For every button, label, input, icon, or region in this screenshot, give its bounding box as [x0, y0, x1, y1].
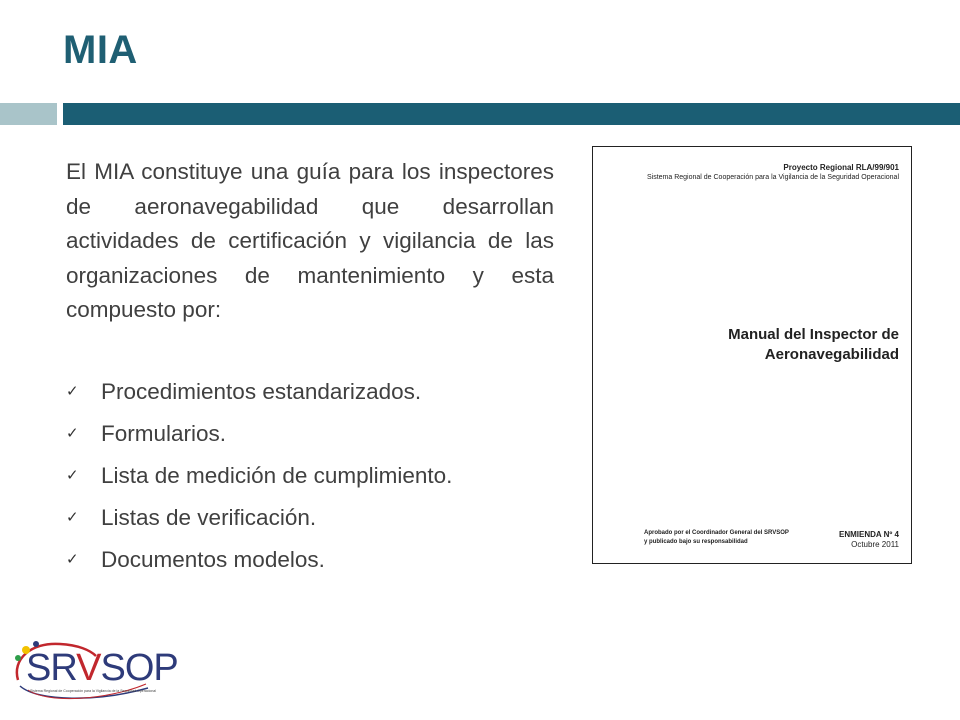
bullet-item	[66, 459, 554, 492]
checkmark-icon: ✓	[66, 551, 79, 568]
checkmark-icon: ✓	[66, 383, 79, 400]
checkmark-icon: ✓	[66, 425, 79, 442]
checkmark-icon: ✓	[66, 509, 79, 526]
cover-amendment: ENMIENDA Nº 4	[839, 530, 899, 539]
intro-paragraph: El MIA constituye una guía para los inspectores de aeronavegabilidad que desarrollan actividades de certificación y vigilancia de las organizaciones de mantenimiento y esta compuesto por:	[66, 159, 554, 322]
cover-approval-line2: y publicado bajo su responsabilidad	[644, 539, 748, 545]
bullet-list	[66, 375, 554, 585]
logo-text-v: V	[76, 647, 101, 689]
manual-cover-image	[592, 146, 912, 564]
bullet-item	[66, 417, 554, 450]
bullet-text: Formularios.	[101, 421, 227, 446]
bullet-text: Lista de medición de cumplimiento.	[101, 463, 453, 488]
bullet-item	[66, 501, 554, 534]
slide-title: MIA	[63, 28, 138, 72]
checkmark-icon: ✓	[66, 467, 79, 484]
cover-system-line: Sistema Regional de Cooperación para la Vigilancia de la Seguridad Operacional	[646, 174, 899, 181]
bullet-text: Listas de verificación.	[101, 505, 317, 530]
cover-title-line1: Manual del Inspector de	[728, 326, 899, 343]
header-accent-bar-light	[0, 103, 57, 125]
logo-text-sop: SOP	[100, 647, 178, 689]
cover-approval-line1: Aprobado por el Coordinador General del SRVSOP	[644, 530, 789, 536]
srvsop-logo-text	[26, 647, 178, 690]
cover-amendment-block	[839, 530, 899, 550]
logo-text-sr: SR	[26, 647, 77, 689]
cover-project-line: Proyecto Regional RLA/99/901	[783, 163, 899, 172]
srvsop-logo-subtitle: Sistema Regional de Cooperación para la Vigilancia de la Seguridad Operacional	[30, 689, 157, 693]
bullet-text: Procedimientos estandarizados.	[101, 379, 422, 404]
header-accent-bar-dark	[63, 103, 960, 125]
cover-title-line2: Aeronavegabilidad	[764, 346, 899, 363]
cover-approval-note	[644, 529, 824, 547]
bullet-item	[66, 543, 554, 576]
bullet-item	[66, 375, 554, 408]
cover-manual-title	[639, 325, 899, 365]
cover-date: Octubre 2011	[851, 540, 899, 549]
bullet-text: Documentos modelos.	[101, 547, 325, 572]
